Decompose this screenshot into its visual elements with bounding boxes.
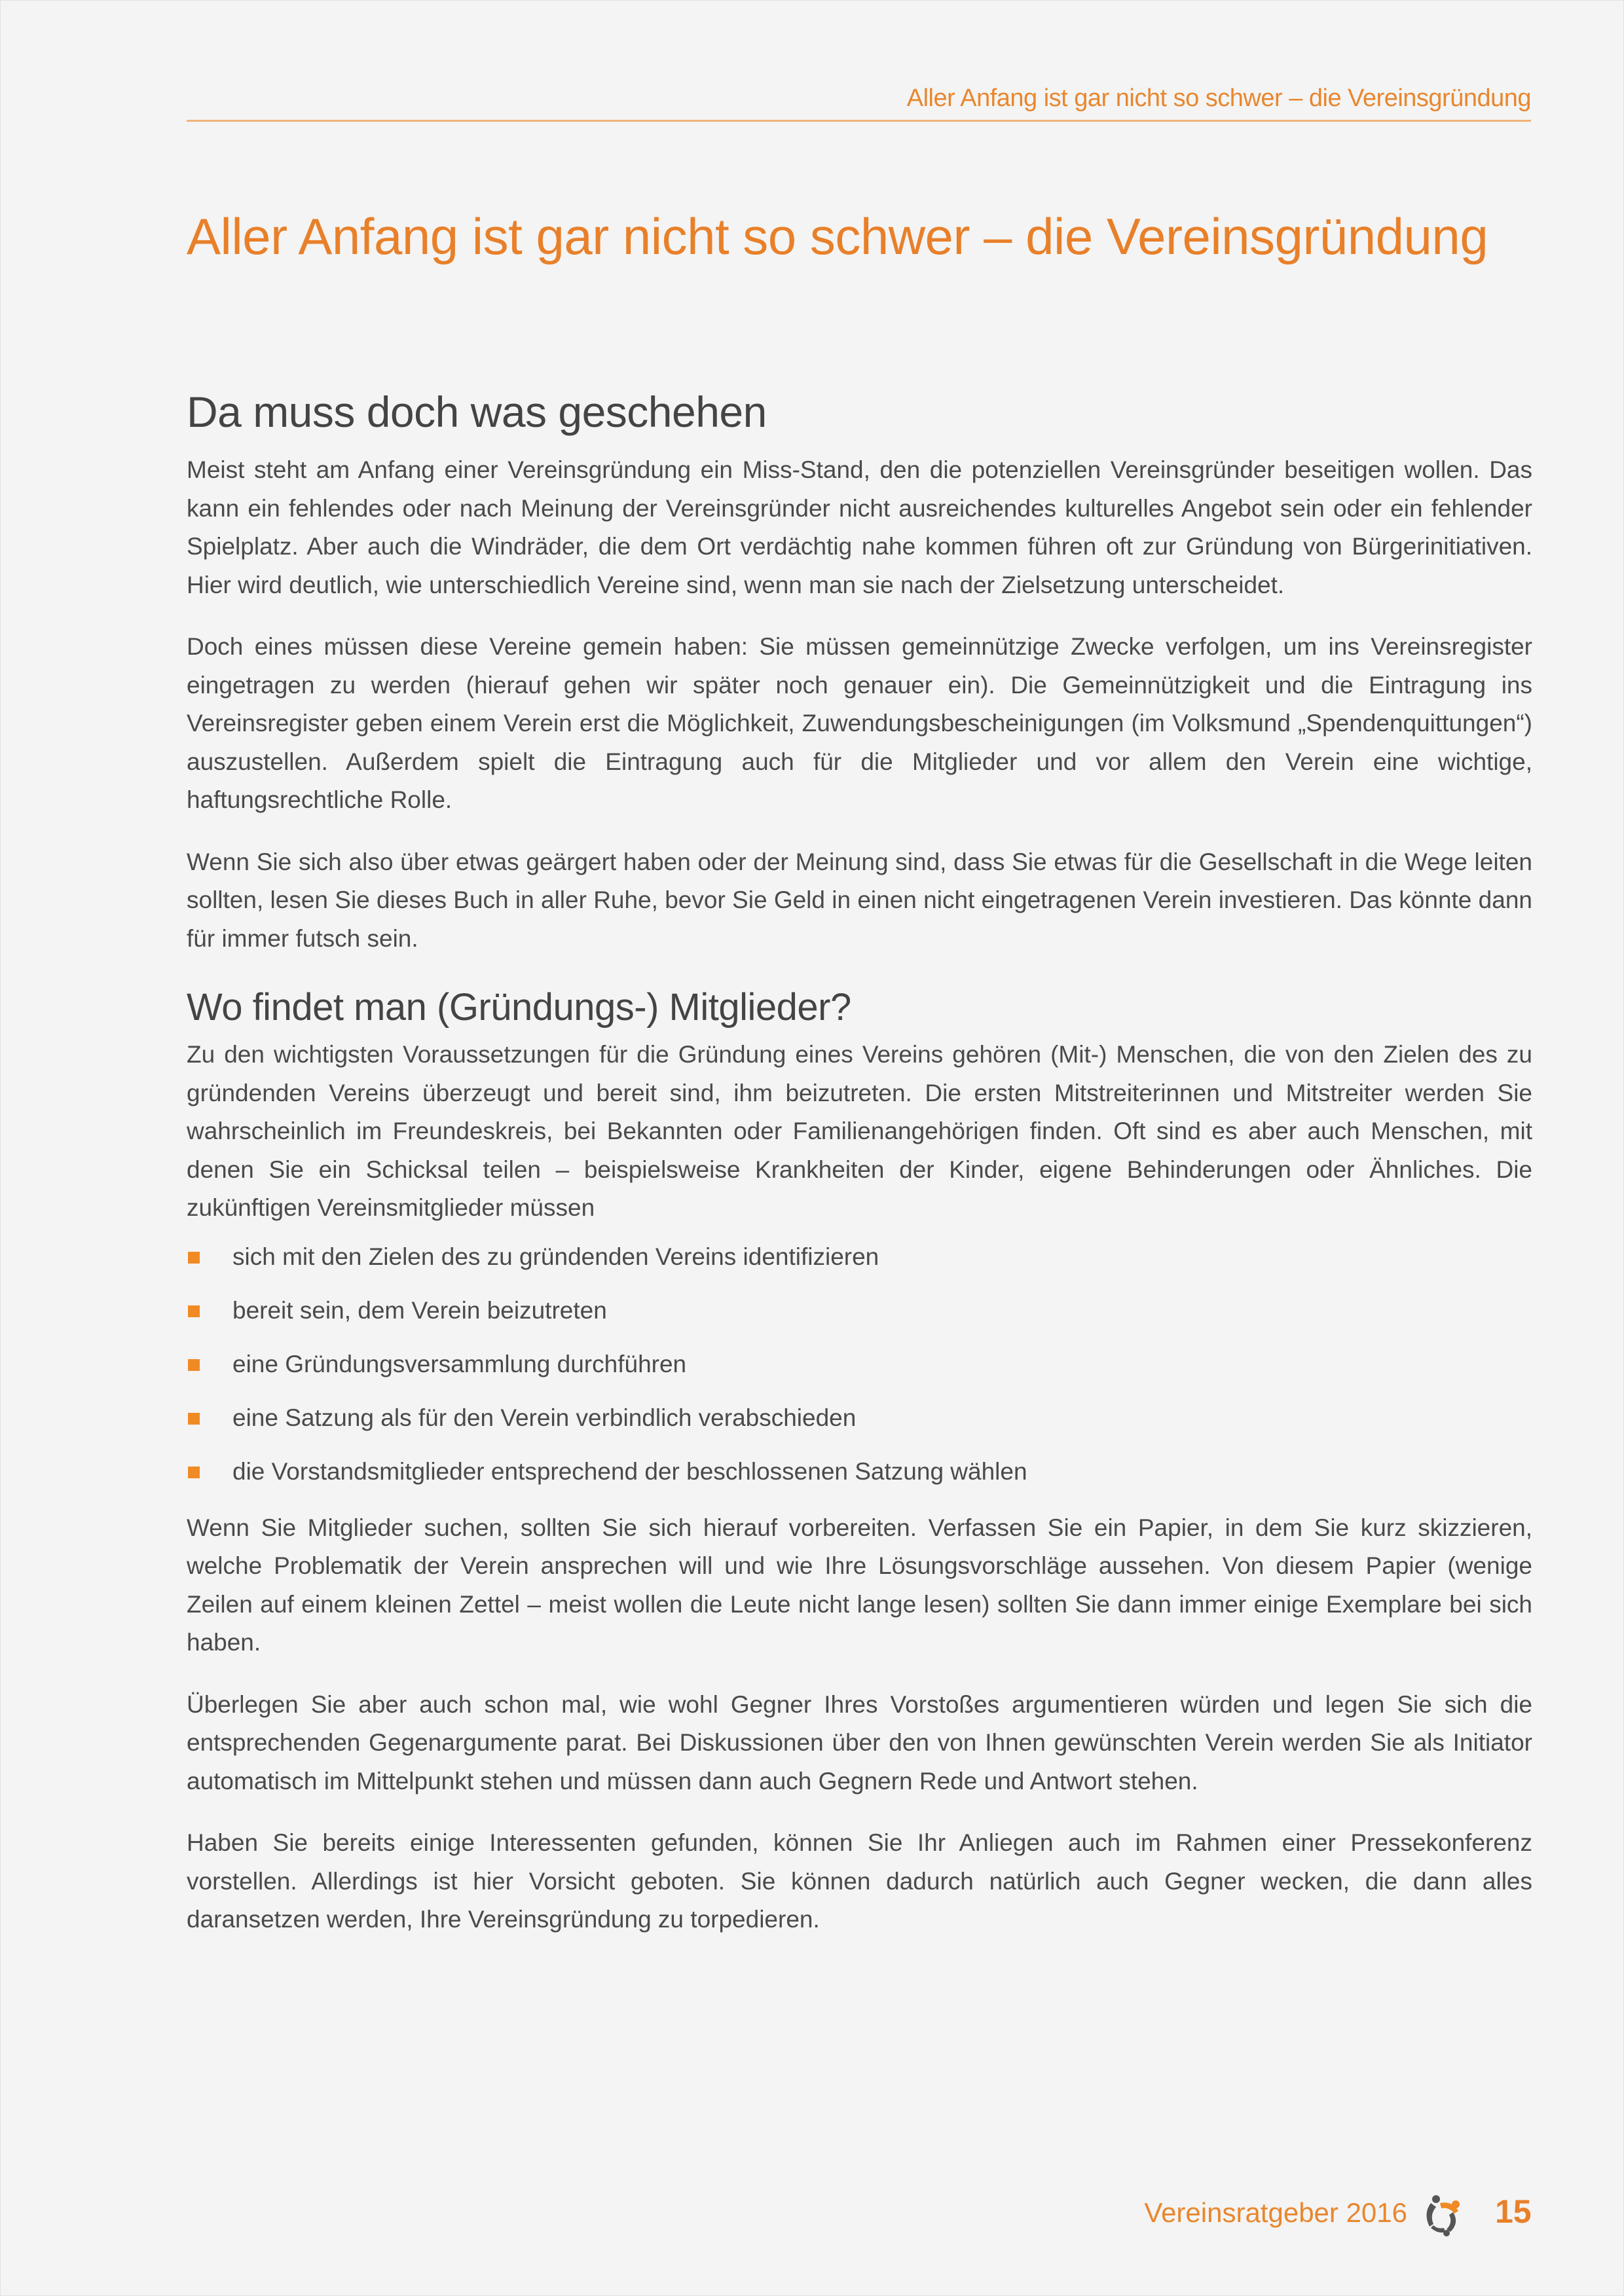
- paragraph: Zu den wichtigsten Voraussetzungen für die Gründung eines Vereins gehören (Mit-) Menschen, die von den Zielen des zu gründenden Vereins überzeugt und bereit sind, ihm beizutreten. Die ersten Mitstreiterinnen und Mitstreiter werden Sie wahrscheinlich im Freundeskreis, bei Bekannten oder Familienangehörigen finden. Oft sind es aber auch Menschen, mit denen Sie ein Schicksal teilen – beispielsweise Krankheiten der Kinder, eigene Behinderungen oder Ähnliches. Die zukünftigen Vereinsmitglieder müssen: [187, 1041, 1532, 1221]
- list-item-text: die Vorstandsmitglieder entsprechend der beschlossenen Satzung wählen: [232, 1457, 1027, 1485]
- list-item: [187, 1391, 1532, 1445]
- paragraph: Überlegen Sie aber auch schon mal, wie wohl Gegner Ihres Vorstoßes argumentieren würden und legen Sie sich die entsprechenden Gegenargumente parat. Bei Diskussionen über den von Ihnen gewünschten Verein werden Sie als Initiator automatisch im Mittelpunkt stehen und müssen dann auch Gegnern Rede und Antwort stehen.: [187, 1690, 1532, 1795]
- header-rule: [187, 120, 1531, 122]
- paragraph: Wenn Sie Mitglieder suchen, sollten Sie sich hierauf vorbereiten. Verfassen Sie ein Papier, in dem Sie kurz skizzieren, welche Problematik der Verein ansprechen will und wie Ihre Lösungsvorschläge aussehen. Von diesem Papier (wenige Zeilen auf einem kleinen Zettel – meist wollen die Leute nicht lange lesen) sollten Sie dann immer einige Exemplare bei sich haben.: [187, 1514, 1532, 1656]
- paragraph: Meist steht am Anfang einer Vereinsgründung ein Miss-Stand, den die potenziellen Vereinsgründer beseitigen wollen. Das kann ein fehlendes oder nach Meinung der Vereinsgründer nicht ausreichendes kulturelles Angebot sein oder ein fehlender Spielplatz. Aber auch die Windräder, die dem Ort verdächtig nahe kommen führen oft zur Gründung von Bürgerinitiativen. Hier wird deutlich, wie unterschiedlich Vereine sind, wenn man sie nach der Zielsetzung unterscheidet.: [187, 456, 1532, 598]
- section-heading: Da muss doch was geschehen: [187, 388, 767, 436]
- bullet-square-icon: [188, 1305, 200, 1317]
- list-item: [187, 1338, 1532, 1391]
- page-title: Aller Anfang ist gar nicht so schwer – die Vereinsgründung: [187, 208, 1488, 265]
- list-item: [187, 1284, 1532, 1338]
- main-content: [187, 387, 1532, 1963]
- running-header: Aller Anfang ist gar nicht so schwer – die Vereinsgründung: [906, 84, 1531, 112]
- bullet-square-icon: [188, 1359, 200, 1371]
- list-item-text: eine Gründungsversammlung durchführen: [232, 1350, 687, 1377]
- page-number: 15: [1495, 2193, 1532, 2230]
- bullet-list: [187, 1230, 1532, 1499]
- section-heading: Wo findet man (Gründungs-) Mitglieder?: [187, 986, 851, 1029]
- footer-publication: Vereinsratgeber 2016: [1144, 2197, 1407, 2228]
- bullet-square-icon: [188, 1413, 200, 1425]
- list-item: [187, 1445, 1532, 1499]
- paragraph: Wenn Sie sich also über etwas geärgert haben oder der Meinung sind, dass Sie etwas für die Gesellschaft in die Wege leiten sollten, lesen Sie dieses Buch in aller Ruhe, bevor Sie Geld in einen nicht eingetragenen Verein investieren. Das könnte dann für immer futsch sein.: [187, 848, 1532, 952]
- paragraph: Haben Sie bereits einige Interessenten gefunden, können Sie Ihr Anliegen auch im Rahmen einer Pressekonferenz vorstellen. Allerdings ist hier Vorsicht geboten. Sie können dadurch natürlich auch Gegner wecken, die dann alles daransetzen werden, Ihre Vereinsgründung zu torpedieren.: [187, 1829, 1532, 1933]
- list-item-text: sich mit den Zielen des zu gründenden Vereins identifizieren: [232, 1243, 879, 1270]
- people-circle-logo-icon: [1422, 2194, 1462, 2237]
- list-item: [187, 1230, 1532, 1284]
- bullet-square-icon: [188, 1252, 200, 1264]
- bullet-square-icon: [188, 1467, 200, 1478]
- paragraph: Doch eines müssen diese Vereine gemein haben: Sie müssen gemeinnützige Zwecke verfolgen, um ins Vereinsregister eingetragen zu werden (hierauf gehen wir später noch genauer ein). Die Gemeinnützigkeit und die Eintragung ins Vereinsregister geben einem Verein erst die Möglichkeit, Zuwendungsbescheinigungen (im Volksmund „Spendenquittungen“) auszustellen. Außerdem spielt die Eintragung auch für die Mitglieder und vor allem den Verein eine wichtige, haftungsrechtliche Rolle.: [187, 633, 1532, 813]
- list-item-text: bereit sein, dem Verein beizutreten: [232, 1296, 607, 1324]
- list-item-text: eine Satzung als für den Verein verbindlich verabschieden: [232, 1404, 857, 1431]
